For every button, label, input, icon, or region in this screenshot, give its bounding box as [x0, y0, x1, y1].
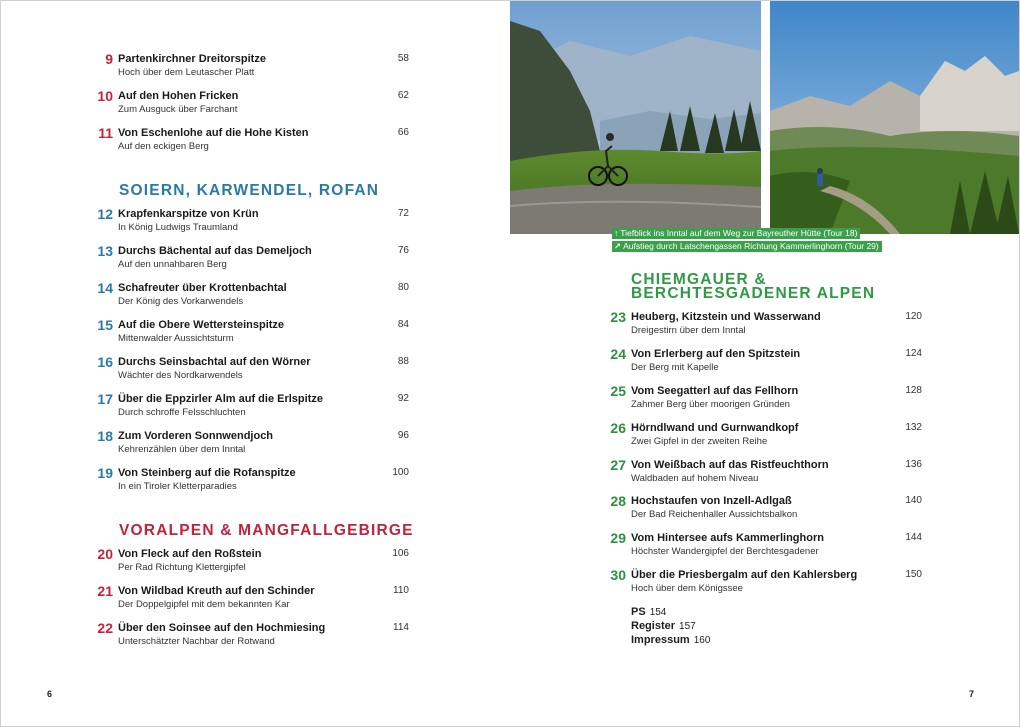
tour-title: Von Fleck auf den Roßstein [118, 548, 262, 560]
page-folio-right: 7 [969, 689, 975, 699]
toc-entry-18[interactable] [93, 428, 413, 462]
tour-number: 12 [97, 206, 113, 222]
page-number: 144 [905, 532, 922, 543]
tour-subtitle: Dreigestirn über dem Inntal [631, 325, 746, 336]
tour-title: Partenkirchner Dreitorspitze [118, 53, 266, 65]
tour-title: Hörndlwand und Gurnwandkopf [631, 422, 799, 434]
page-number: 66 [397, 127, 409, 138]
tour-title: Durchs Bächental auf das Demeljoch [118, 245, 312, 257]
page-number: 72 [397, 208, 409, 219]
page-number: 132 [905, 422, 922, 433]
tour-subtitle: Durch schroffe Felsschluchten [118, 407, 246, 418]
toc-entry-23[interactable] [606, 309, 926, 343]
right-page [510, 1, 1019, 726]
tour-subtitle: Hoch über dem Königssee [631, 583, 743, 594]
toc-entry-27[interactable] [606, 457, 926, 491]
tour-number: 20 [97, 546, 113, 562]
toc-entry-16[interactable] [93, 354, 413, 388]
page-number: 92 [397, 393, 409, 404]
page-number: 84 [397, 319, 409, 330]
tour-subtitle: Auf den eckigen Berg [118, 141, 209, 152]
tour-title: Zum Vorderen Sonnwendjoch [118, 430, 274, 442]
toc-misc-register[interactable] [631, 619, 696, 634]
toc-entry-26[interactable] [606, 420, 926, 454]
tour-title: Hochstaufen von Inzell-Adlgaß [631, 495, 792, 507]
toc-entry-11[interactable] [93, 125, 413, 159]
toc-entry-28[interactable] [606, 493, 926, 527]
arrow-up-right-icon: ↗ [614, 241, 622, 251]
arrow-up-icon: ↑ [614, 228, 619, 238]
tour-subtitle: Auf den unnahbaren Berg [118, 259, 227, 270]
toc-entry-17[interactable] [93, 391, 413, 425]
page-number: 160 [693, 635, 711, 646]
tour-number: 29 [610, 530, 626, 546]
page-number: 80 [397, 282, 409, 293]
toc-entry-9[interactable] [93, 51, 413, 85]
tour-subtitle: Zahmer Berg über moorigen Gründen [631, 399, 790, 410]
tour-title: Durchs Seinsbachtal auf den Wörner [118, 356, 311, 368]
tour-number: 30 [610, 567, 626, 583]
photo-hiker-trail [770, 1, 1019, 234]
page-number: 128 [905, 385, 922, 396]
tour-number: 17 [97, 391, 113, 407]
tour-subtitle: Zwei Gipfel in der zweiten Reihe [631, 436, 768, 447]
photo-mountain-biker [510, 1, 761, 234]
page-number: 100 [392, 467, 409, 478]
tour-title: Über den Soinsee auf den Hochmiesing [118, 622, 326, 634]
tour-title: Vom Seegatterl auf das Fellhorn [631, 385, 799, 397]
page-number: 76 [397, 245, 409, 256]
page-folio-left: 6 [47, 689, 53, 699]
toc-misc-ps[interactable] [631, 605, 666, 620]
page-number: 96 [397, 430, 409, 441]
toc-entry-30[interactable] [606, 567, 926, 601]
tour-number: 16 [97, 354, 113, 370]
tour-number: 9 [105, 51, 113, 67]
tour-number: 10 [97, 88, 113, 104]
tour-title: Vom Hintersee aufs Kammerlinghorn [631, 532, 824, 544]
tour-number: 13 [97, 243, 113, 259]
tour-number: 11 [98, 125, 113, 141]
tour-title: Von Weißbach auf das Ristfeuchthorn [631, 459, 829, 471]
tour-subtitle: Der Berg mit Kapelle [631, 362, 719, 373]
tour-number: 23 [610, 309, 626, 325]
tour-number: 26 [610, 420, 626, 436]
tour-subtitle: Höchster Wandergipfel der Berchtesgadener [631, 546, 819, 557]
section-heading-chiemgauer-line2: BERCHTESGADENER ALPEN [631, 285, 876, 302]
tour-number: 24 [610, 346, 626, 362]
tour-subtitle: Mittenwalder Aussichtsturm [118, 333, 234, 344]
tour-title: Von Wildbad Kreuth auf den Schinder [118, 585, 315, 597]
toc-entry-19[interactable] [93, 465, 413, 499]
tour-title: Krapfenkarspitze von Krün [118, 208, 259, 220]
toc-entry-20[interactable] [93, 546, 413, 580]
toc-entry-22[interactable] [93, 620, 413, 654]
toc-misc-impressum[interactable] [631, 633, 710, 648]
page-number: 136 [905, 459, 922, 470]
tour-number: 21 [97, 583, 113, 599]
tour-number: 19 [97, 465, 113, 481]
tour-number: 28 [610, 493, 626, 509]
tour-subtitle: Unterschätzter Nachbar der Rotwand [118, 636, 275, 647]
page-number: 88 [397, 356, 409, 367]
page-number: 157 [679, 621, 696, 632]
tour-number: 27 [610, 457, 626, 473]
caption-text: Aufstieg durch Latschengassen Richtung Kammerlinghorn (Tour 29) [623, 241, 879, 251]
toc-entry-14[interactable] [93, 280, 413, 314]
tour-title: Von Eschenlohe auf die Hohe Kisten [118, 127, 309, 139]
tour-number: 25 [610, 383, 626, 399]
page-number: 154 [649, 607, 667, 618]
tour-subtitle: Der König des Vorkarwendels [118, 296, 244, 307]
tour-subtitle: Der Doppelgipfel mit dem bekannten Kar [118, 599, 290, 610]
page-number: 124 [905, 348, 922, 359]
tour-title: Von Erlerberg auf den Spitzstein [631, 348, 801, 360]
photo-caption-1 [612, 228, 860, 239]
tour-subtitle: Waldbaden auf hohem Niveau [631, 473, 759, 484]
tour-subtitle: Wächter des Nordkarwendels [118, 370, 243, 381]
tour-title: Über die Priesbergalm auf den Kahlersberg [631, 569, 858, 581]
misc-label: Impressum [631, 634, 690, 646]
section-heading-chiemgauer-line1: CHIEMGAUER & [631, 271, 767, 288]
tour-subtitle: Kehrenzählen über dem Inntal [118, 444, 246, 455]
tour-title: Über die Eppzirler Alm auf die Erlspitze [118, 393, 323, 405]
tour-number: 18 [97, 428, 113, 444]
caption-text: Tiefblick ins Inntal auf dem Weg zur Bayreuther Hütte (Tour 18) [620, 228, 858, 238]
tour-number: 22 [97, 620, 113, 636]
toc-entry-15[interactable] [93, 317, 413, 351]
tour-subtitle: Per Rad Richtung Klettergipfel [118, 562, 246, 573]
tour-subtitle: Hoch über dem Leutascher Platt [118, 67, 255, 78]
tour-subtitle: In König Ludwigs Traumland [118, 222, 238, 233]
section-heading-voralpen: VORALPEN & MANGFALLGEBIRGE [119, 522, 414, 539]
page-number: 110 [393, 585, 409, 596]
toc-entry-10[interactable] [93, 88, 413, 122]
tour-title: Heuberg, Kitzstein und Wasserwand [631, 311, 821, 323]
page-number: 120 [905, 311, 922, 322]
left-page [1, 1, 510, 726]
page-number: 150 [905, 569, 922, 580]
toc-entry-12[interactable] [93, 206, 413, 240]
toc-entry-24[interactable] [606, 346, 926, 380]
photo-caption-2 [612, 241, 882, 252]
tour-subtitle: Der Bad Reichenhaller Aussichtsbalkon [631, 509, 798, 520]
misc-label: Register [631, 620, 676, 632]
page-number: 62 [397, 90, 409, 101]
section-heading-karwendel: SOIERN, KARWENDEL, ROFAN [119, 182, 380, 199]
tour-title: Von Steinberg auf die Rofanspitze [118, 467, 296, 479]
tour-subtitle: Zum Ausguck über Farchant [118, 104, 238, 115]
tour-title: Auf den Hohen Fricken [118, 90, 239, 102]
tour-title: Schafreuter über Krottenbachtal [118, 282, 287, 294]
tour-title: Auf die Obere Wettersteinspitze [118, 319, 285, 331]
misc-label: PS [631, 606, 646, 618]
photo-hiker-trail-image [770, 1, 1019, 234]
tour-number: 15 [97, 317, 113, 333]
toc-entry-29[interactable] [606, 530, 926, 564]
tour-subtitle: In ein Tiroler Kletterparadies [118, 481, 237, 492]
page-number: 106 [392, 548, 409, 559]
toc-entry-13[interactable] [93, 243, 413, 277]
photo-mountain-biker-image [510, 1, 761, 234]
tour-number: 14 [97, 280, 113, 296]
toc-entry-25[interactable] [606, 383, 926, 417]
page-number: 58 [397, 53, 409, 64]
page-number: 140 [905, 495, 922, 506]
toc-entry-21[interactable] [93, 583, 413, 617]
page-number: 114 [393, 622, 409, 633]
